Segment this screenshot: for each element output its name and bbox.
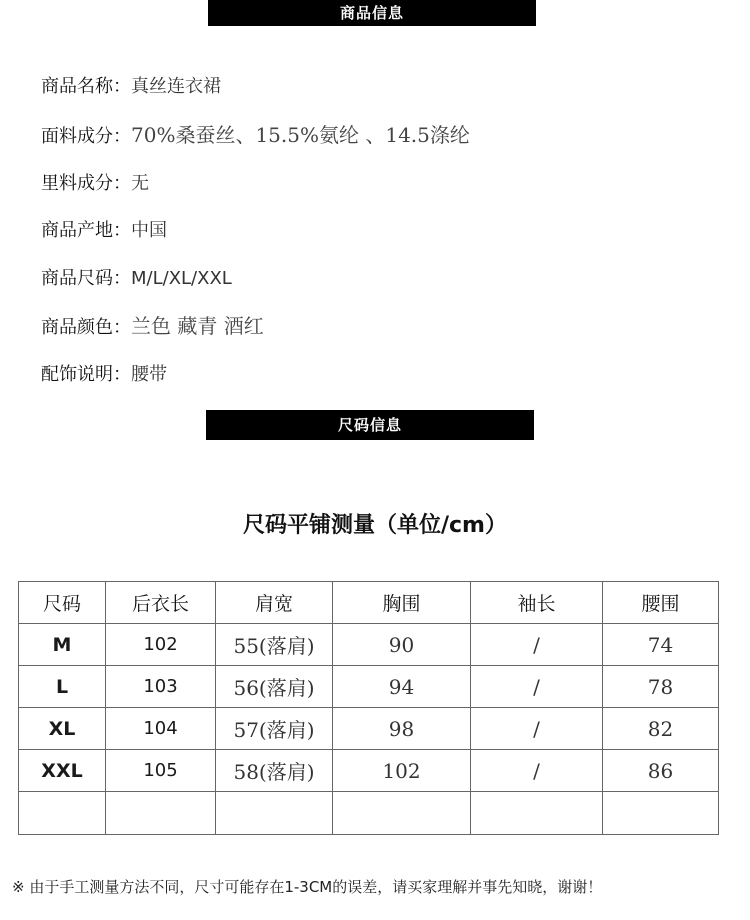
table-cell: 102 [106, 624, 216, 666]
info-row-colors [41, 310, 264, 339]
info-value: 中国 [131, 220, 167, 241]
info-label: 商品名称： [41, 76, 131, 97]
header-size: 尺码 [19, 582, 106, 624]
table-cell: 103 [106, 666, 216, 708]
table-cell: / [471, 666, 603, 708]
table-cell: 86 [603, 750, 719, 792]
table-cell: XXL [19, 750, 106, 792]
size-info-banner: 尺码信息 [206, 410, 534, 440]
table-cell [216, 792, 333, 835]
table-cell: / [471, 750, 603, 792]
table-cell: L [19, 666, 106, 708]
table-cell [603, 792, 719, 835]
info-label: 商品尺码： [41, 268, 131, 289]
info-label: 配饰说明： [41, 364, 131, 385]
table-cell: 94 [333, 666, 471, 708]
table-row [19, 624, 719, 666]
table-cell: M [19, 624, 106, 666]
table-cell: 56(落肩) [216, 666, 333, 708]
table-cell [106, 792, 216, 835]
header-bust: 胸围 [333, 582, 471, 624]
info-value: 兰色 藏青 酒红 [131, 314, 264, 338]
info-row-lining [41, 169, 149, 195]
table-cell: 74 [603, 624, 719, 666]
header-sleeve: 袖长 [471, 582, 603, 624]
table-cell: 78 [603, 666, 719, 708]
table-cell: 58(落肩) [216, 750, 333, 792]
info-row-fabric [41, 119, 470, 148]
table-cell: 102 [333, 750, 471, 792]
table-cell: 55(落肩) [216, 624, 333, 666]
table-row [19, 666, 719, 708]
table-row-empty [19, 792, 719, 835]
table-cell [471, 792, 603, 835]
info-row-name [41, 72, 221, 98]
measurement-footnote: ※ 由于手工测量方法不同，尺寸可能存在1-3CM的误差，请买家理解并事先知晓，谢谢！ [12, 878, 603, 896]
header-back-length: 后衣长 [106, 582, 216, 624]
header-shoulder: 肩宽 [216, 582, 333, 624]
table-row [19, 708, 719, 750]
size-table-title: 尺码平铺测量（单位/cm） [242, 513, 507, 538]
table-row [19, 750, 719, 792]
table-cell [19, 792, 106, 835]
table-cell: 98 [333, 708, 471, 750]
info-value: 真丝连衣裙 [131, 76, 221, 97]
table-cell [333, 792, 471, 835]
table-cell: 57(落肩) [216, 708, 333, 750]
product-info-banner: 商品信息 [208, 0, 536, 26]
info-value: 无 [131, 173, 149, 194]
header-waist: 腰围 [603, 582, 719, 624]
info-row-sizes [41, 264, 232, 290]
table-cell: / [471, 624, 603, 666]
info-row-origin [41, 216, 167, 242]
table-cell: 82 [603, 708, 719, 750]
info-row-accessory [41, 360, 167, 386]
table-header-row [19, 582, 719, 624]
info-value: M/L/XL/XXL [131, 268, 232, 289]
info-label: 面料成分： [41, 126, 131, 147]
info-label: 商品颜色： [41, 317, 131, 338]
table-cell: XL [19, 708, 106, 750]
table-cell: 90 [333, 624, 471, 666]
table-cell: 105 [106, 750, 216, 792]
info-value: 腰带 [131, 364, 167, 385]
info-label: 里料成分： [41, 173, 131, 194]
table-cell: 104 [106, 708, 216, 750]
info-label: 商品产地： [41, 220, 131, 241]
table-cell: / [471, 708, 603, 750]
size-table [18, 581, 719, 835]
info-value: 70%桑蚕丝、15.5%氨纶 、14.5涤纶 [131, 123, 470, 147]
